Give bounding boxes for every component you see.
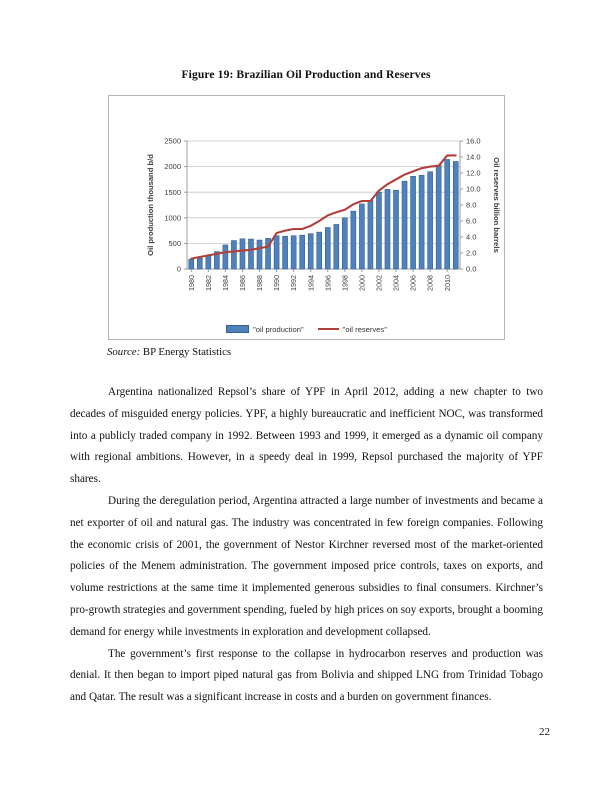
production-bar xyxy=(257,240,262,269)
production-bar xyxy=(385,189,390,269)
left-axis-title: Oil production thousand b/d xyxy=(146,154,155,256)
legend-item-oil-reserves xyxy=(318,325,387,334)
figure-19-chart-box xyxy=(108,95,505,340)
figure-19-chart xyxy=(109,96,504,319)
page-number: 22 xyxy=(539,726,550,738)
production-bar xyxy=(308,234,313,269)
production-bar xyxy=(291,236,296,269)
production-bar xyxy=(453,161,458,269)
x-axis-label: 1980 xyxy=(186,275,196,291)
figure-source xyxy=(107,346,231,358)
source-label: Source: xyxy=(107,346,141,358)
right-axis-title: Oil reserves billion barrels xyxy=(492,157,501,253)
x-axis-label: 1990 xyxy=(272,275,282,291)
legend-item-oil-production xyxy=(226,325,304,334)
paragraph-deregulation: During the deregulation period, Argentina attracted a large number of investments and became a net exporter of oil and natural gas. The industry was concentrated in few foreign companies. Following the economic crisis of 2001, the government of Nestor Kirchner reversed most of the market-oriented policies of the Menem administration. The government imposed price controls, taxes on exports, and volume restrictions at the same time it implemented generous subsidies to final consumers. Kirchner’s pro-growth strategies and government spending, fueled by high prices on soy exports, brought a booming demand for energy while investments in exploration and development collapsed. xyxy=(70,494,543,638)
paragraph-government-response: The government’s first response to the collapse in hydrocarbon reserves and production was denial. It then began to import piped natural gas from Bolivia and shipped LNG from Trinidad Tobago and Qatar. The result was a significant increase in costs and a burden on government finances. xyxy=(70,647,543,704)
left-axis-tick-label: 500 xyxy=(168,239,181,248)
production-bar xyxy=(189,259,194,269)
production-bar xyxy=(419,175,424,269)
right-axis-tick-label: 8.0 xyxy=(466,200,477,210)
right-axis-tick-label: 10.0 xyxy=(466,184,481,194)
production-bar xyxy=(359,204,364,269)
x-axis-label: 2002 xyxy=(374,275,384,291)
production-bar xyxy=(368,200,373,269)
right-axis-tick-label: 14.0 xyxy=(466,152,481,162)
x-axis-label: 1984 xyxy=(220,275,230,291)
left-axis-tick-label: 1000 xyxy=(164,213,181,223)
production-bar xyxy=(223,245,228,269)
x-axis-label: 1996 xyxy=(323,275,333,291)
production-bar xyxy=(231,241,236,269)
left-axis-tick-label: 1500 xyxy=(164,187,181,197)
production-bar xyxy=(334,224,339,269)
x-axis-label: 1986 xyxy=(238,275,248,291)
x-axis-label: 1998 xyxy=(340,275,350,291)
source-text: BP Energy Statistics xyxy=(142,346,232,358)
x-axis-label: 2008 xyxy=(425,275,435,291)
production-bar xyxy=(325,228,330,269)
x-axis-label: 2004 xyxy=(391,275,401,291)
production-bar xyxy=(428,172,433,269)
production-bar xyxy=(283,236,288,269)
production-bar xyxy=(300,235,305,269)
production-bar xyxy=(351,211,356,269)
right-axis-tick-label: 16.0 xyxy=(466,136,481,146)
production-bar xyxy=(206,255,211,269)
paragraph-argentina-ypf: Argentina nationalized Repsol’s share of YPF in April 2012, adding a new chapter to two decades of misguided energy policies. YPF, a highly bureaucratic and inefficient NOC, was transformed into a publicly traded company in 1992. Between 1993 and 1999, it emerged as a dynamic oil company with regional ambitions. However, in a speedy deal in 1999, Repsol purchased the majority of YPF shares. xyxy=(70,386,543,486)
right-axis-tick-label: 12.0 xyxy=(466,168,481,178)
production-bar xyxy=(411,176,416,269)
x-axis-label: 1982 xyxy=(203,275,213,291)
left-axis-tick-label: 0 xyxy=(176,264,181,274)
x-axis-label: 2010 xyxy=(442,275,452,291)
production-bar xyxy=(197,258,202,269)
chart-legend xyxy=(109,319,504,339)
production-bar xyxy=(402,181,407,269)
right-axis-tick-label: 4.0 xyxy=(466,232,477,242)
legend-reserves-swatch xyxy=(318,328,339,330)
production-bar xyxy=(248,239,253,269)
production-bar xyxy=(436,165,441,269)
body-text xyxy=(70,382,543,709)
legend-reserves-label: "oil reserves" xyxy=(342,324,387,334)
right-axis-tick-label: 2.0 xyxy=(466,248,477,258)
production-bar xyxy=(445,159,450,269)
production-bar xyxy=(240,239,245,269)
production-bar xyxy=(394,190,399,269)
production-bar xyxy=(317,232,322,269)
production-bar xyxy=(342,218,347,269)
right-axis-tick-label: 0.0 xyxy=(466,264,477,274)
figure-title: Figure 19: Brazilian Oil Production and Reserves xyxy=(181,68,431,81)
x-axis-label: 1988 xyxy=(255,275,265,291)
production-bar xyxy=(376,192,381,269)
legend-production-swatch xyxy=(226,325,249,333)
right-axis-tick-label: 6.0 xyxy=(466,216,477,226)
x-axis-label: 2006 xyxy=(408,275,418,291)
production-bar xyxy=(274,236,279,269)
left-axis-tick-label: 2500 xyxy=(164,136,181,146)
x-axis-label: 2000 xyxy=(357,275,367,291)
legend-production-label: "oil production" xyxy=(253,324,304,334)
x-axis-label: 1994 xyxy=(306,275,316,291)
left-axis-tick-label: 2000 xyxy=(164,162,181,172)
x-axis-label: 1992 xyxy=(289,275,299,291)
